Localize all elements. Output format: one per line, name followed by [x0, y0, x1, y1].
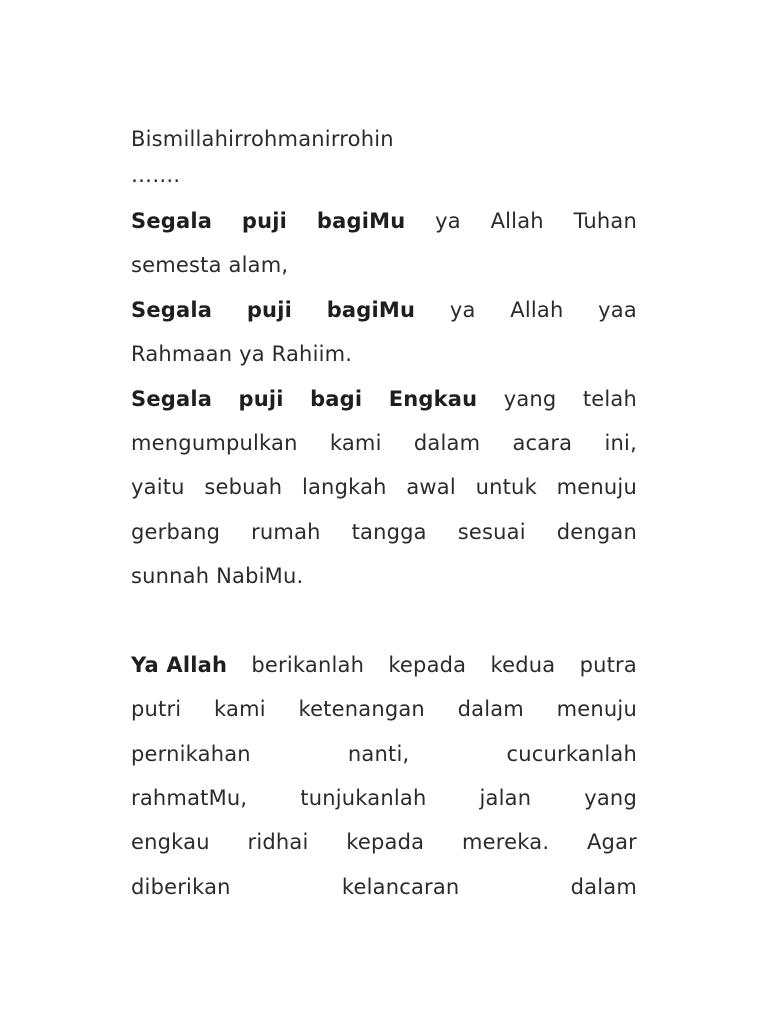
word: Agar	[586, 830, 637, 855]
word: menuju	[556, 475, 637, 500]
word: untuk	[475, 475, 537, 500]
word: sesuai	[457, 519, 526, 544]
paragraph-4-line-3	[131, 732, 637, 776]
bold-word: bagiMu	[326, 297, 416, 322]
bold-word: puji	[241, 209, 288, 233]
word: telah	[582, 386, 637, 411]
word: Allah	[490, 209, 544, 233]
paragraph-2-line-2: Rahmaan ya Rahiim.	[131, 342, 353, 367]
word: dengan	[556, 519, 637, 544]
word: jalan	[479, 786, 532, 811]
word: putra	[579, 652, 637, 677]
word: mereka.	[461, 830, 550, 855]
paragraph-4-line-5	[131, 820, 637, 864]
word: dalam	[570, 874, 637, 899]
bold-word: Engkau	[388, 386, 478, 411]
paragraph-4-line-1	[131, 643, 637, 687]
word: tunjukanlah	[300, 786, 427, 811]
paragraph-3-line-3	[131, 465, 637, 509]
paragraph-1-line-2: semesta alam,	[131, 253, 289, 278]
word: ya	[449, 297, 476, 322]
paragraph-3-line-5: sunnah NabiMu.	[131, 564, 304, 589]
word: langkah	[301, 475, 387, 500]
word: putri	[131, 697, 182, 722]
bold-word: puji	[238, 386, 284, 411]
bold-word: bagi	[310, 386, 363, 411]
word: kepada	[346, 830, 425, 855]
bold-word: Segala	[131, 386, 213, 411]
word: kelancaran	[341, 874, 460, 899]
bold-word: bagiMu	[316, 209, 406, 233]
ellipsis-line: …….	[131, 163, 181, 187]
paragraph-1-line-1	[131, 199, 637, 243]
word: menuju	[556, 697, 637, 722]
word: yang	[503, 386, 557, 411]
bold-word: Ya Allah	[131, 652, 228, 677]
word: dalam	[413, 430, 481, 455]
word: ini,	[604, 430, 637, 455]
word: dalam	[457, 697, 524, 722]
bold-word: puji	[246, 297, 293, 322]
word: tangga	[351, 519, 427, 544]
word: mengumpulkan	[131, 430, 298, 455]
word: Allah	[510, 297, 564, 322]
bold-word: Segala	[131, 297, 213, 322]
word: cucurkanlah	[506, 741, 637, 766]
word: nanti,	[347, 741, 410, 766]
word: yaa	[598, 297, 637, 322]
word: pernikahan	[131, 741, 251, 766]
word: ketenangan	[298, 697, 425, 722]
word: Tuhan	[573, 209, 637, 233]
word: kami	[214, 697, 266, 722]
word: yaitu	[131, 475, 185, 500]
paragraph-4-line-2	[131, 687, 637, 731]
opening-line: Bismillahirrohmanirrohin	[131, 127, 394, 151]
word: berikanlah	[251, 652, 365, 677]
paragraph-4-line-4	[131, 776, 637, 820]
word: awal	[406, 475, 456, 500]
paragraph-spacer	[131, 599, 637, 643]
word-group	[131, 643, 227, 687]
word: diberikan	[131, 874, 231, 899]
word: kepada	[388, 652, 467, 677]
word: kedua	[490, 652, 556, 677]
paragraph-3-line-2	[131, 421, 637, 465]
word: kami	[329, 430, 382, 455]
word: engkau	[131, 830, 210, 855]
word: yang	[584, 786, 637, 811]
word: rahmatMu,	[131, 786, 248, 811]
word: gerbang	[131, 519, 221, 544]
word: ridhai	[247, 830, 309, 855]
bold-word: Segala	[131, 209, 213, 233]
word: ya	[435, 209, 461, 233]
paragraph-3-line-4	[131, 510, 637, 554]
word: sebuah	[204, 475, 283, 500]
paragraph-2-line-1	[131, 288, 637, 332]
document-body	[131, 117, 637, 909]
word: acara	[512, 430, 573, 455]
word: rumah	[251, 519, 321, 544]
paragraph-4-line-6	[131, 865, 637, 909]
paragraph-3-line-1	[131, 377, 637, 421]
